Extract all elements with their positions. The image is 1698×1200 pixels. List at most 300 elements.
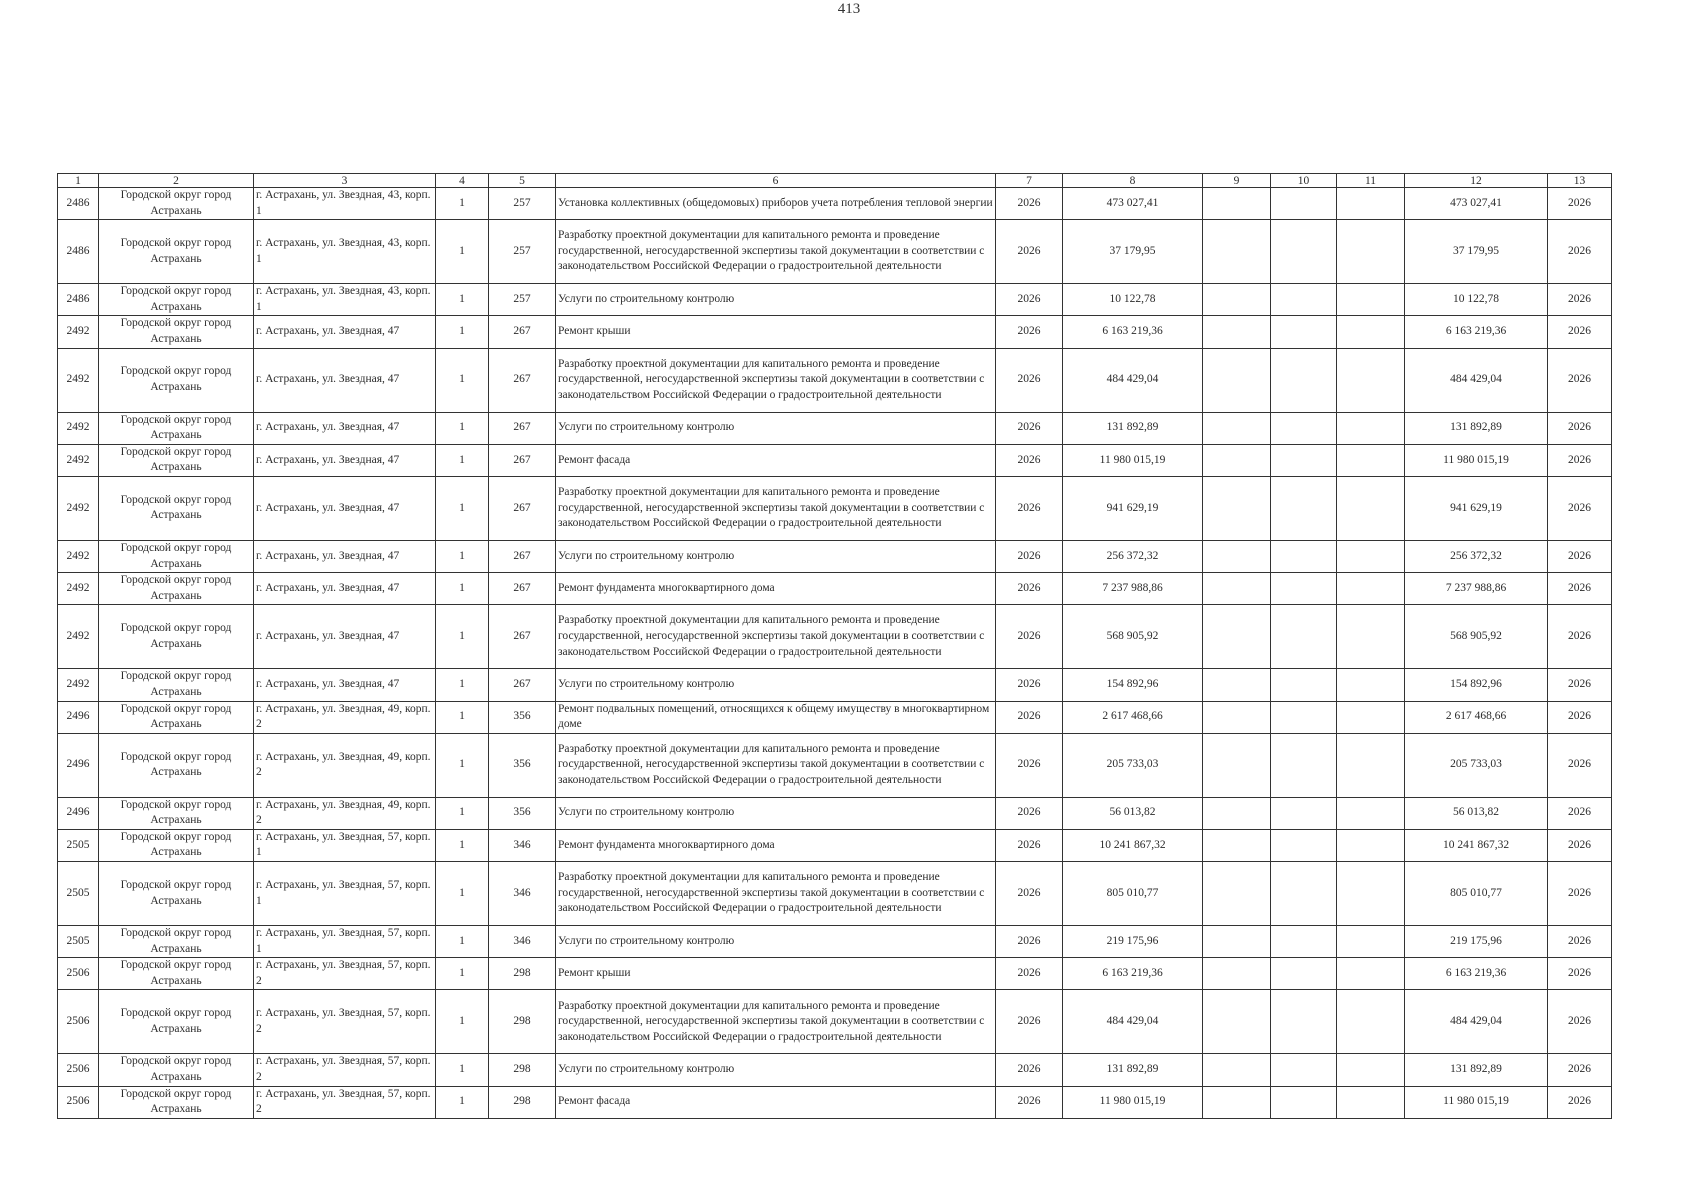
address-cell: г. Астрахань, ул. Звездная, 57, корп. 1 — [254, 862, 436, 926]
row-number: 2492 — [58, 540, 99, 572]
col10-cell — [1271, 733, 1337, 797]
regional-fund-cell: 7 237 988,86 — [1405, 573, 1548, 605]
completion-year-cell: 2026 — [1548, 1086, 1612, 1118]
row-number: 2492 — [58, 348, 99, 412]
work-type-cell: Ремонт подвальных помещений, относящихся к общему имуществу в многоквартирном доме — [556, 701, 996, 733]
col9-cell — [1203, 958, 1271, 990]
table-row — [58, 829, 1612, 861]
col10-cell — [1271, 412, 1337, 444]
total-cost-cell: 37 179,95 — [1063, 220, 1203, 284]
regional-fund-cell: 131 892,89 — [1405, 1054, 1548, 1086]
address-cell: г. Астрахань, ул. Звездная, 43, корп. 1 — [254, 220, 436, 284]
year-cell: 2026 — [996, 412, 1063, 444]
col4-cell: 1 — [436, 476, 489, 540]
column-header: 13 — [1548, 174, 1612, 188]
regional-fund-cell: 219 175,96 — [1405, 926, 1548, 958]
total-cost-cell: 6 163 219,36 — [1063, 958, 1203, 990]
table-row — [58, 476, 1612, 540]
col11-cell — [1337, 862, 1405, 926]
year-cell: 2026 — [996, 348, 1063, 412]
col11-cell — [1337, 540, 1405, 572]
completion-year-cell: 2026 — [1548, 540, 1612, 572]
col5-cell: 267 — [489, 605, 556, 669]
regional-fund-cell: 6 163 219,36 — [1405, 316, 1548, 348]
col5-cell: 346 — [489, 926, 556, 958]
col5-cell: 267 — [489, 540, 556, 572]
col4-cell: 1 — [436, 316, 489, 348]
col10-cell — [1271, 990, 1337, 1054]
completion-year-cell: 2026 — [1548, 444, 1612, 476]
row-number: 2486 — [58, 220, 99, 284]
completion-year-cell: 2026 — [1548, 220, 1612, 284]
table-row — [58, 284, 1612, 316]
address-cell: г. Астрахань, ул. Звездная, 47 — [254, 476, 436, 540]
address-cell: г. Астрахань, ул. Звездная, 57, корп. 2 — [254, 1054, 436, 1086]
municipality-cell: Городской округ город Астрахань — [99, 220, 254, 284]
work-type-cell: Услуги по строительному контролю — [556, 284, 996, 316]
col10-cell — [1271, 348, 1337, 412]
column-header: 8 — [1063, 174, 1203, 188]
completion-year-cell: 2026 — [1548, 797, 1612, 829]
work-type-cell: Ремонт фасада — [556, 444, 996, 476]
col4-cell: 1 — [436, 926, 489, 958]
work-type-cell: Ремонт фасада — [556, 1086, 996, 1118]
row-number: 2496 — [58, 797, 99, 829]
address-cell: г. Астрахань, ул. Звездная, 47 — [254, 540, 436, 572]
col10-cell — [1271, 605, 1337, 669]
col9-cell — [1203, 701, 1271, 733]
regional-fund-cell: 6 163 219,36 — [1405, 958, 1548, 990]
col9-cell — [1203, 605, 1271, 669]
table-header — [58, 174, 1612, 188]
address-cell: г. Астрахань, ул. Звездная, 57, корп. 2 — [254, 958, 436, 990]
page-number: 413 — [837, 1, 861, 17]
completion-year-cell: 2026 — [1548, 348, 1612, 412]
year-cell: 2026 — [996, 797, 1063, 829]
work-type-cell: Ремонт крыши — [556, 958, 996, 990]
year-cell: 2026 — [996, 540, 1063, 572]
regional-fund-cell: 11 980 015,19 — [1405, 444, 1548, 476]
col10-cell — [1271, 476, 1337, 540]
regional-fund-cell: 256 372,32 — [1405, 540, 1548, 572]
col5-cell: 346 — [489, 829, 556, 861]
col4-cell: 1 — [436, 862, 489, 926]
column-header: 7 — [996, 174, 1063, 188]
regional-fund-cell: 37 179,95 — [1405, 220, 1548, 284]
row-number: 2496 — [58, 733, 99, 797]
row-number: 2496 — [58, 701, 99, 733]
col5-cell: 257 — [489, 188, 556, 220]
municipality-cell: Городской округ город Астрахань — [99, 540, 254, 572]
municipality-cell: Городской округ город Астрахань — [99, 573, 254, 605]
municipality-cell: Городской округ город Астрахань — [99, 348, 254, 412]
column-header: 6 — [556, 174, 996, 188]
row-number: 2492 — [58, 444, 99, 476]
column-header: 1 — [58, 174, 99, 188]
col5-cell: 356 — [489, 701, 556, 733]
year-cell: 2026 — [996, 284, 1063, 316]
row-number: 2492 — [58, 669, 99, 701]
municipality-cell: Городской округ город Астрахань — [99, 926, 254, 958]
address-cell: г. Астрахань, ул. Звездная, 47 — [254, 605, 436, 669]
col11-cell — [1337, 316, 1405, 348]
col10-cell — [1271, 797, 1337, 829]
col4-cell: 1 — [436, 220, 489, 284]
year-cell: 2026 — [996, 862, 1063, 926]
total-cost-cell: 10 241 867,32 — [1063, 829, 1203, 861]
col11-cell — [1337, 701, 1405, 733]
row-number: 2492 — [58, 476, 99, 540]
municipality-cell: Городской округ город Астрахань — [99, 797, 254, 829]
regional-fund-cell: 10 241 867,32 — [1405, 829, 1548, 861]
address-cell: г. Астрахань, ул. Звездная, 43, корп. 1 — [254, 284, 436, 316]
row-number: 2492 — [58, 573, 99, 605]
col11-cell — [1337, 990, 1405, 1054]
row-number: 2492 — [58, 316, 99, 348]
column-header: 5 — [489, 174, 556, 188]
col11-cell — [1337, 573, 1405, 605]
work-type-cell: Ремонт фундамента многоквартирного дома — [556, 573, 996, 605]
col5-cell: 267 — [489, 669, 556, 701]
address-cell: г. Астрахань, ул. Звездная, 57, корп. 2 — [254, 1086, 436, 1118]
total-cost-cell: 941 629,19 — [1063, 476, 1203, 540]
col11-cell — [1337, 1086, 1405, 1118]
column-header: 11 — [1337, 174, 1405, 188]
work-type-cell: Разработку проектной документации для капитального ремонта и проведение государственной, негосударственной экспертизы такой документации в соответствии с законодательством Российской Федерации о градостроительной деятельности — [556, 220, 996, 284]
year-cell: 2026 — [996, 990, 1063, 1054]
municipality-cell: Городской округ город Астрахань — [99, 1086, 254, 1118]
col10-cell — [1271, 1086, 1337, 1118]
table-row — [58, 1086, 1612, 1118]
table-row — [58, 862, 1612, 926]
col5-cell: 267 — [489, 412, 556, 444]
col9-cell — [1203, 990, 1271, 1054]
year-cell: 2026 — [996, 444, 1063, 476]
completion-year-cell: 2026 — [1548, 476, 1612, 540]
col5-cell: 346 — [489, 862, 556, 926]
row-number: 2506 — [58, 1054, 99, 1086]
row-number: 2492 — [58, 412, 99, 444]
work-type-cell: Ремонт фундамента многоквартирного дома — [556, 829, 996, 861]
address-cell: г. Астрахань, ул. Звездная, 57, корп. 2 — [254, 990, 436, 1054]
work-type-cell: Услуги по строительному контролю — [556, 1054, 996, 1086]
column-header: 3 — [254, 174, 436, 188]
row-number: 2506 — [58, 958, 99, 990]
col9-cell — [1203, 284, 1271, 316]
col11-cell — [1337, 284, 1405, 316]
col9-cell — [1203, 797, 1271, 829]
total-cost-cell: 56 013,82 — [1063, 797, 1203, 829]
col9-cell — [1203, 862, 1271, 926]
table-row — [58, 220, 1612, 284]
col5-cell: 267 — [489, 573, 556, 605]
col9-cell — [1203, 348, 1271, 412]
year-cell: 2026 — [996, 188, 1063, 220]
col10-cell — [1271, 540, 1337, 572]
work-type-cell: Ремонт крыши — [556, 316, 996, 348]
year-cell: 2026 — [996, 926, 1063, 958]
year-cell: 2026 — [996, 316, 1063, 348]
table-row — [58, 733, 1612, 797]
completion-year-cell: 2026 — [1548, 412, 1612, 444]
year-cell: 2026 — [996, 733, 1063, 797]
total-cost-cell: 131 892,89 — [1063, 1054, 1203, 1086]
municipality-cell: Городской округ город Астрахань — [99, 701, 254, 733]
regional-fund-cell: 131 892,89 — [1405, 412, 1548, 444]
col5-cell: 298 — [489, 958, 556, 990]
municipality-cell: Городской округ город Астрахань — [99, 669, 254, 701]
total-cost-cell: 11 980 015,19 — [1063, 444, 1203, 476]
col9-cell — [1203, 733, 1271, 797]
year-cell: 2026 — [996, 958, 1063, 990]
col11-cell — [1337, 412, 1405, 444]
completion-year-cell: 2026 — [1548, 862, 1612, 926]
col5-cell: 257 — [489, 284, 556, 316]
col9-cell — [1203, 220, 1271, 284]
completion-year-cell: 2026 — [1548, 1054, 1612, 1086]
work-type-cell: Услуги по строительному контролю — [556, 669, 996, 701]
col5-cell: 298 — [489, 1086, 556, 1118]
completion-year-cell: 2026 — [1548, 573, 1612, 605]
total-cost-cell: 473 027,41 — [1063, 188, 1203, 220]
col10-cell — [1271, 926, 1337, 958]
table-row — [58, 669, 1612, 701]
total-cost-cell: 7 237 988,86 — [1063, 573, 1203, 605]
col9-cell — [1203, 669, 1271, 701]
col4-cell: 1 — [436, 188, 489, 220]
row-number: 2486 — [58, 284, 99, 316]
address-cell: г. Астрахань, ул. Звездная, 57, корп. 1 — [254, 829, 436, 861]
total-cost-cell: 805 010,77 — [1063, 862, 1203, 926]
completion-year-cell: 2026 — [1548, 701, 1612, 733]
address-cell: г. Астрахань, ул. Звездная, 49, корп. 2 — [254, 797, 436, 829]
table-row — [58, 348, 1612, 412]
address-cell: г. Астрахань, ул. Звездная, 47 — [254, 669, 436, 701]
total-cost-cell: 10 122,78 — [1063, 284, 1203, 316]
col4-cell: 1 — [436, 669, 489, 701]
col4-cell: 1 — [436, 348, 489, 412]
regional-fund-cell: 2 617 468,66 — [1405, 701, 1548, 733]
municipality-cell: Городской округ город Астрахань — [99, 284, 254, 316]
regional-fund-cell: 805 010,77 — [1405, 862, 1548, 926]
year-cell: 2026 — [996, 476, 1063, 540]
municipality-cell: Городской округ город Астрахань — [99, 412, 254, 444]
work-type-cell: Разработку проектной документации для капитального ремонта и проведение государственной, негосударственной экспертизы такой документации в соответствии с законодательством Российской Федерации о градостроительной деятельности — [556, 990, 996, 1054]
col9-cell — [1203, 829, 1271, 861]
col9-cell — [1203, 444, 1271, 476]
year-cell: 2026 — [996, 1054, 1063, 1086]
total-cost-cell: 131 892,89 — [1063, 412, 1203, 444]
col4-cell: 1 — [436, 797, 489, 829]
repair-works-table — [57, 173, 1612, 1119]
year-cell: 2026 — [996, 829, 1063, 861]
address-cell: г. Астрахань, ул. Звездная, 49, корп. 2 — [254, 701, 436, 733]
col4-cell: 1 — [436, 829, 489, 861]
col4-cell: 1 — [436, 1054, 489, 1086]
address-cell: г. Астрахань, ул. Звездная, 47 — [254, 316, 436, 348]
completion-year-cell: 2026 — [1548, 990, 1612, 1054]
address-cell: г. Астрахань, ул. Звездная, 47 — [254, 348, 436, 412]
address-cell: г. Астрахань, ул. Звездная, 47 — [254, 412, 436, 444]
total-cost-cell: 219 175,96 — [1063, 926, 1203, 958]
work-type-cell: Установка коллективных (общедомовых) приборов учета потребления тепловой энергии — [556, 188, 996, 220]
col4-cell: 1 — [436, 284, 489, 316]
col10-cell — [1271, 862, 1337, 926]
municipality-cell: Городской округ город Астрахань — [99, 444, 254, 476]
regional-fund-cell: 205 733,03 — [1405, 733, 1548, 797]
col5-cell: 257 — [489, 220, 556, 284]
col10-cell — [1271, 829, 1337, 861]
col9-cell — [1203, 316, 1271, 348]
table-row — [58, 188, 1612, 220]
col10-cell — [1271, 444, 1337, 476]
table-row — [58, 605, 1612, 669]
row-number: 2505 — [58, 926, 99, 958]
row-number: 2505 — [58, 829, 99, 861]
completion-year-cell: 2026 — [1548, 284, 1612, 316]
year-cell: 2026 — [996, 1086, 1063, 1118]
regional-fund-cell: 154 892,96 — [1405, 669, 1548, 701]
col5-cell: 298 — [489, 1054, 556, 1086]
total-cost-cell: 2 617 468,66 — [1063, 701, 1203, 733]
row-number: 2506 — [58, 990, 99, 1054]
municipality-cell: Городской округ город Астрахань — [99, 316, 254, 348]
row-number: 2506 — [58, 1086, 99, 1118]
regional-fund-cell: 941 629,19 — [1405, 476, 1548, 540]
col4-cell: 1 — [436, 990, 489, 1054]
col9-cell — [1203, 926, 1271, 958]
year-cell: 2026 — [996, 605, 1063, 669]
table-row — [58, 958, 1612, 990]
table-row — [58, 540, 1612, 572]
col5-cell: 267 — [489, 476, 556, 540]
total-cost-cell: 256 372,32 — [1063, 540, 1203, 572]
regional-fund-cell: 473 027,41 — [1405, 188, 1548, 220]
col4-cell: 1 — [436, 540, 489, 572]
table-row — [58, 412, 1612, 444]
col11-cell — [1337, 926, 1405, 958]
regional-fund-cell: 568 905,92 — [1405, 605, 1548, 669]
municipality-cell: Городской округ город Астрахань — [99, 188, 254, 220]
col11-cell — [1337, 829, 1405, 861]
col11-cell — [1337, 1054, 1405, 1086]
table-row — [58, 926, 1612, 958]
address-cell: г. Астрахань, ул. Звездная, 47 — [254, 444, 436, 476]
total-cost-cell: 11 980 015,19 — [1063, 1086, 1203, 1118]
col10-cell — [1271, 188, 1337, 220]
work-type-cell: Услуги по строительному контролю — [556, 926, 996, 958]
table-row — [58, 573, 1612, 605]
completion-year-cell: 2026 — [1548, 829, 1612, 861]
col10-cell — [1271, 701, 1337, 733]
col10-cell — [1271, 573, 1337, 605]
address-cell: г. Астрахань, ул. Звездная, 49, корп. 2 — [254, 733, 436, 797]
total-cost-cell: 484 429,04 — [1063, 348, 1203, 412]
table-row — [58, 316, 1612, 348]
regional-fund-cell: 11 980 015,19 — [1405, 1086, 1548, 1118]
col5-cell: 356 — [489, 797, 556, 829]
col4-cell: 1 — [436, 958, 489, 990]
completion-year-cell: 2026 — [1548, 926, 1612, 958]
total-cost-cell: 568 905,92 — [1063, 605, 1203, 669]
col9-cell — [1203, 1054, 1271, 1086]
col9-cell — [1203, 1086, 1271, 1118]
completion-year-cell: 2026 — [1548, 958, 1612, 990]
table-row — [58, 444, 1612, 476]
year-cell: 2026 — [996, 220, 1063, 284]
col11-cell — [1337, 348, 1405, 412]
municipality-cell: Городской округ город Астрахань — [99, 733, 254, 797]
col11-cell — [1337, 476, 1405, 540]
regional-fund-cell: 484 429,04 — [1405, 348, 1548, 412]
work-type-cell: Разработку проектной документации для капитального ремонта и проведение государственной, негосударственной экспертизы такой документации в соответствии с законодательством Российской Федерации о градостроительной деятельности — [556, 348, 996, 412]
col10-cell — [1271, 669, 1337, 701]
regional-fund-cell: 10 122,78 — [1405, 284, 1548, 316]
total-cost-cell: 205 733,03 — [1063, 733, 1203, 797]
table-row — [58, 1054, 1612, 1086]
column-header: 2 — [99, 174, 254, 188]
col11-cell — [1337, 797, 1405, 829]
regional-fund-cell: 484 429,04 — [1405, 990, 1548, 1054]
col5-cell: 267 — [489, 316, 556, 348]
total-cost-cell: 6 163 219,36 — [1063, 316, 1203, 348]
row-number: 2505 — [58, 862, 99, 926]
municipality-cell: Городской округ город Астрахань — [99, 1054, 254, 1086]
municipality-cell: Городской округ город Астрахань — [99, 476, 254, 540]
col11-cell — [1337, 220, 1405, 284]
col11-cell — [1337, 733, 1405, 797]
address-cell: г. Астрахань, ул. Звездная, 43, корп. 1 — [254, 188, 436, 220]
completion-year-cell: 2026 — [1548, 669, 1612, 701]
address-cell: г. Астрахань, ул. Звездная, 47 — [254, 573, 436, 605]
col5-cell: 267 — [489, 444, 556, 476]
col11-cell — [1337, 605, 1405, 669]
municipality-cell: Городской округ город Астрахань — [99, 862, 254, 926]
col10-cell — [1271, 316, 1337, 348]
col4-cell: 1 — [436, 412, 489, 444]
col4-cell: 1 — [436, 1086, 489, 1118]
work-type-cell: Услуги по строительному контролю — [556, 797, 996, 829]
municipality-cell: Городской округ город Астрахань — [99, 605, 254, 669]
completion-year-cell: 2026 — [1548, 316, 1612, 348]
completion-year-cell: 2026 — [1548, 188, 1612, 220]
municipality-cell: Городской округ город Астрахань — [99, 829, 254, 861]
col10-cell — [1271, 1054, 1337, 1086]
col4-cell: 1 — [436, 701, 489, 733]
col11-cell — [1337, 669, 1405, 701]
col5-cell: 267 — [489, 348, 556, 412]
col4-cell: 1 — [436, 573, 489, 605]
col4-cell: 1 — [436, 605, 489, 669]
column-header: 9 — [1203, 174, 1271, 188]
address-cell: г. Астрахань, ул. Звездная, 57, корп. 1 — [254, 926, 436, 958]
table-row — [58, 797, 1612, 829]
col11-cell — [1337, 444, 1405, 476]
col11-cell — [1337, 958, 1405, 990]
column-header: 4 — [436, 174, 489, 188]
col9-cell — [1203, 412, 1271, 444]
year-cell: 2026 — [996, 701, 1063, 733]
total-cost-cell: 154 892,96 — [1063, 669, 1203, 701]
header-row — [58, 174, 1612, 188]
completion-year-cell: 2026 — [1548, 605, 1612, 669]
col10-cell — [1271, 284, 1337, 316]
col5-cell: 298 — [489, 990, 556, 1054]
row-number: 2492 — [58, 605, 99, 669]
table-row — [58, 990, 1612, 1054]
col4-cell: 1 — [436, 444, 489, 476]
work-type-cell: Разработку проектной документации для капитального ремонта и проведение государственной, негосударственной экспертизы такой документации в соответствии с законодательством Российской Федерации о градостроительной деятельности — [556, 476, 996, 540]
